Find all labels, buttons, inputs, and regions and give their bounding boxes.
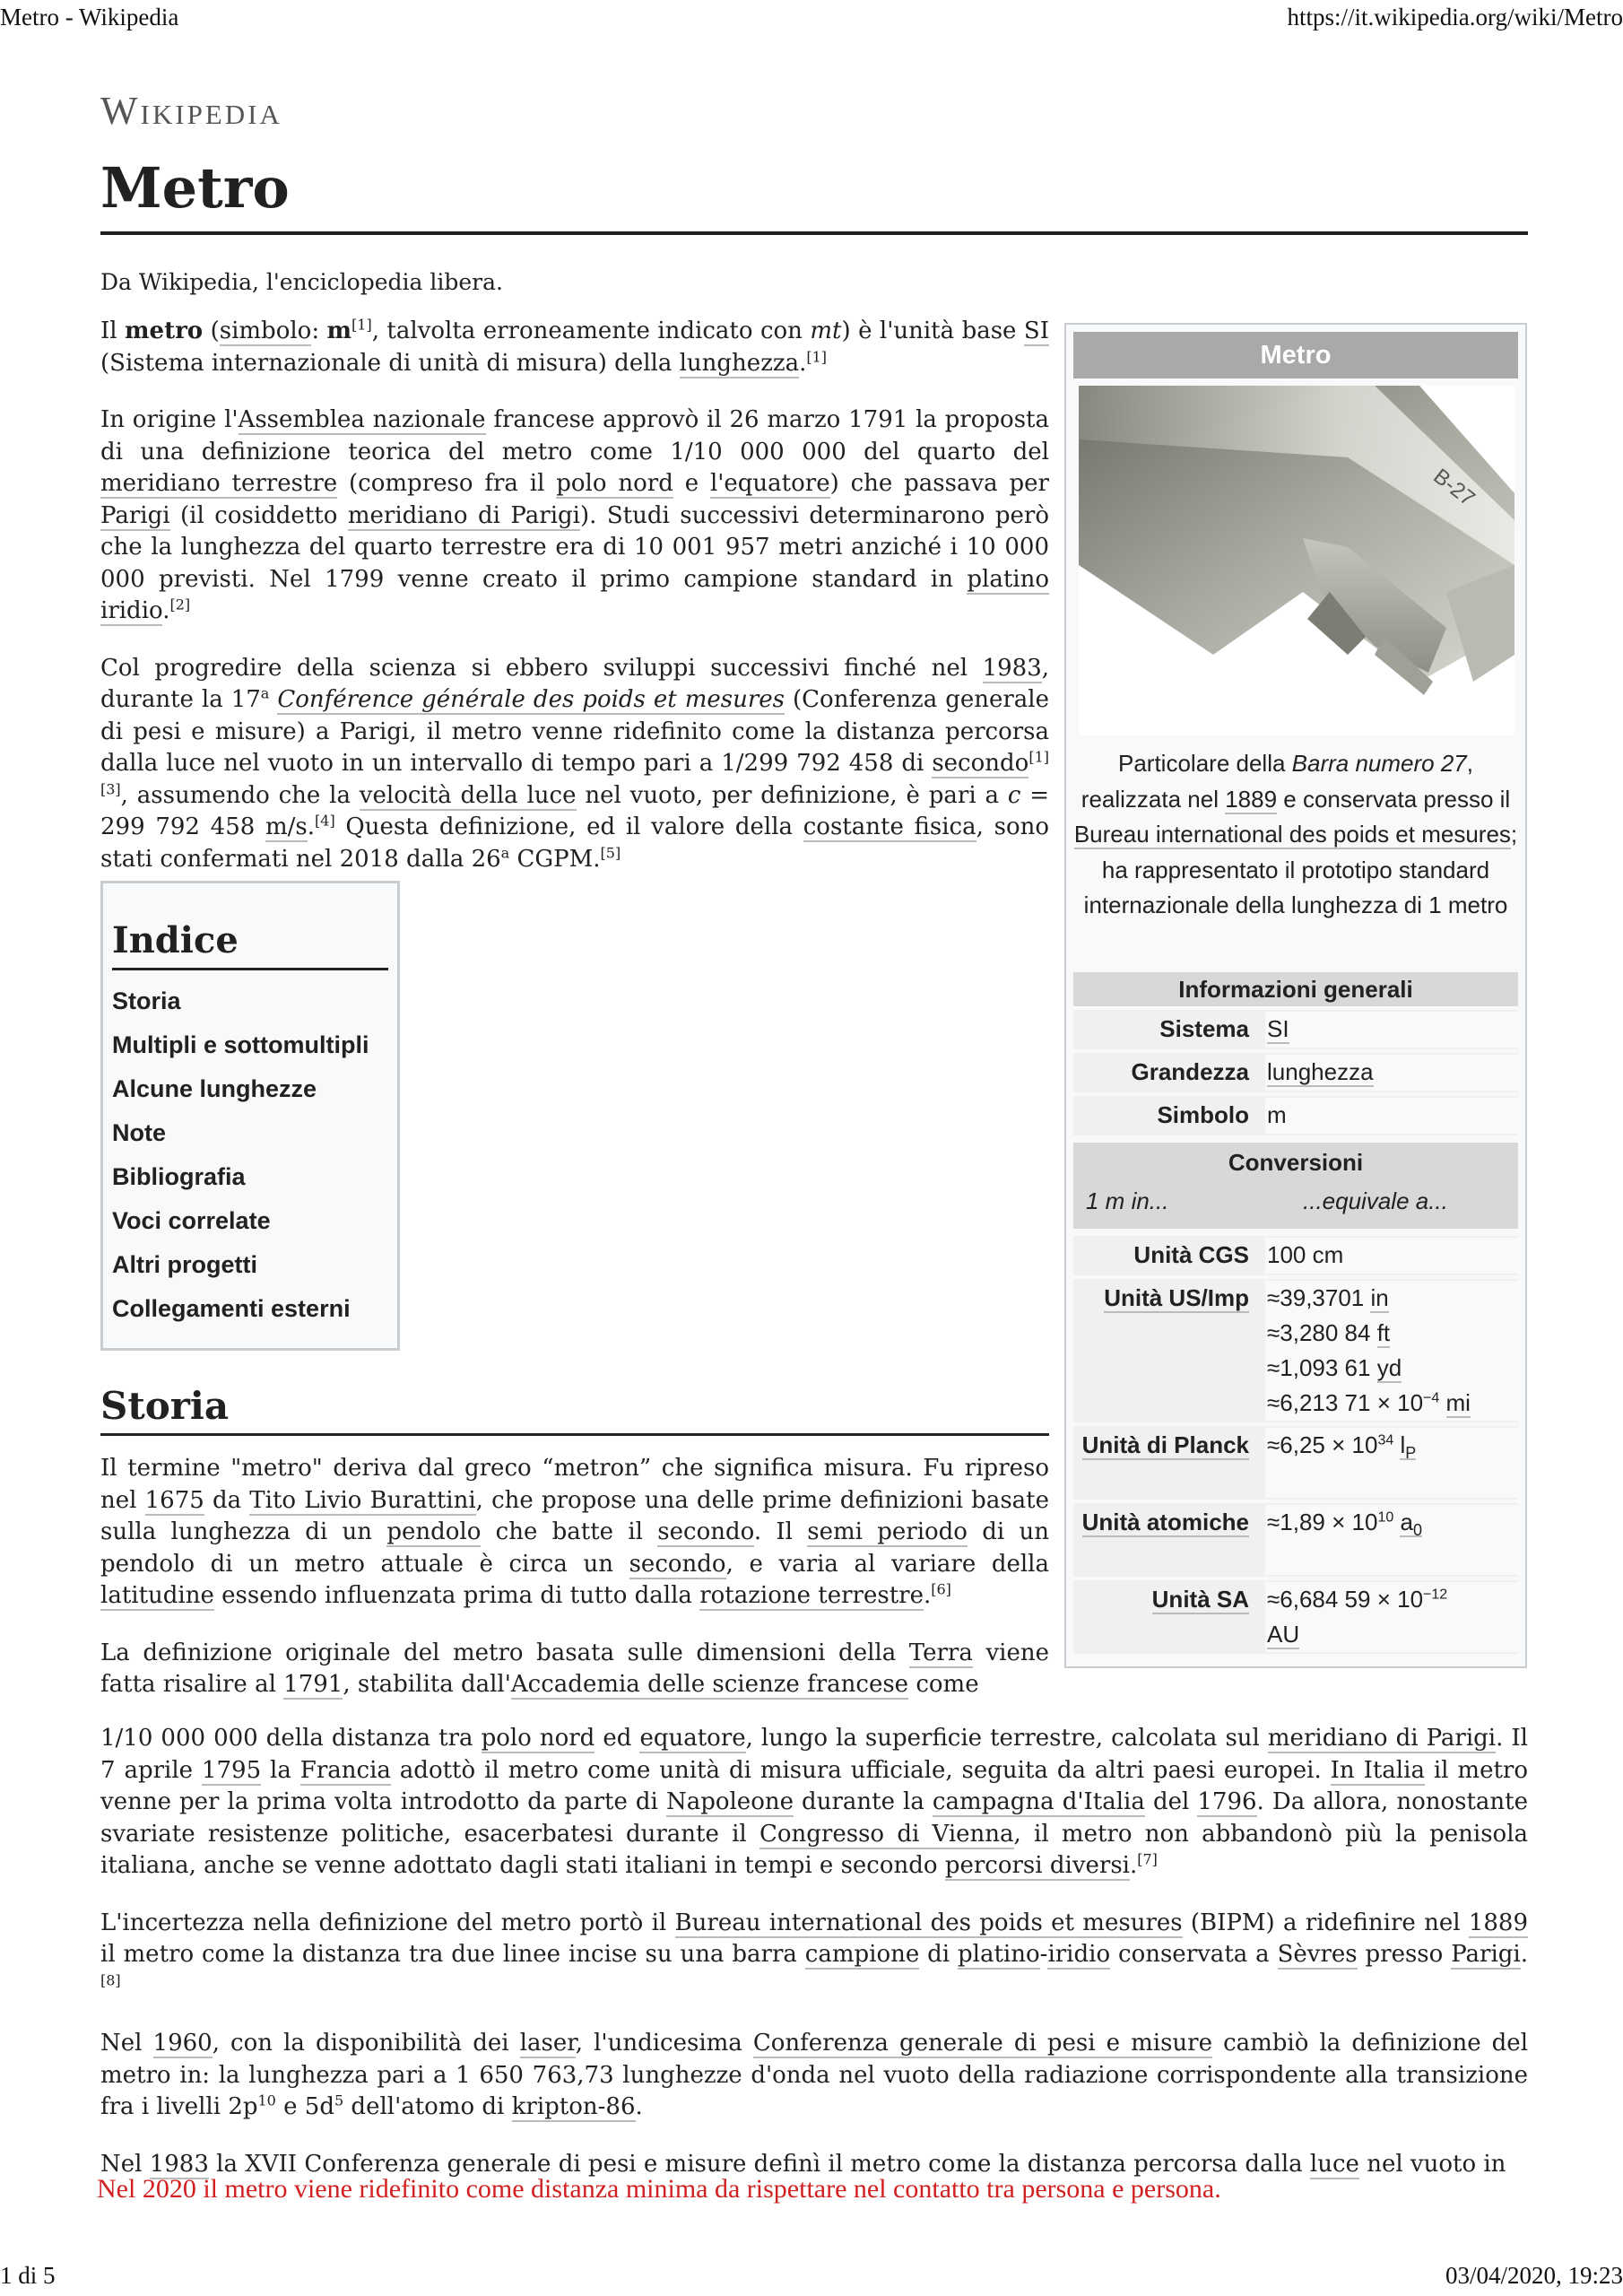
sa-label[interactable]: Unità SA bbox=[1151, 1586, 1249, 1613]
toc-item-voci-correlate[interactable]: Voci correlate bbox=[112, 1207, 271, 1234]
link-planck-length[interactable]: $l_P$ bbox=[1400, 1431, 1417, 1463]
link-1889[interactable]: 1889 bbox=[1225, 785, 1278, 813]
storia-paragraph-3: L'incertezza nella definizione del metro portò il Bureau international des poids et mesures (BIPM) a ridefinire nel 1889 il metro come la distanza tra due linee incise su una barra campione di platino-iridio conservata a Sèvres presso Parigi.[8] bbox=[100, 1909, 1528, 1988]
infobox-row-grandezza: Grandezza lunghezza bbox=[1073, 1053, 1518, 1092]
toc-item-collegamenti-esterni[interactable]: Collegamenti esterni bbox=[112, 1295, 351, 1322]
table-of-contents bbox=[100, 881, 400, 1351]
infobox-row-sistema: Sistema SI bbox=[1073, 1010, 1518, 1049]
toc-title: Indice bbox=[112, 916, 388, 970]
link-campione[interactable]: campione bbox=[804, 1941, 920, 1968]
ref-link[interactable]: [6] bbox=[931, 1580, 951, 1598]
link-terra[interactable]: Terra bbox=[908, 1639, 973, 1666]
link-equatore[interactable]: equatore bbox=[639, 1725, 746, 1752]
infobox-caption: Particolare della Barra numero 27, realizzata nel 1889 e conservata presso il Bureau international des poids et mesures; ha rappresentato il prototipo standard internazionale della lunghezza di 1 metro bbox=[1073, 750, 1518, 918]
storia-paragraph-4: Nel 1960, con la disponibilità dei laser, l'undicesima Conferenza generale di pesi e misure cambiò la definizione del metro in: la lunghezza pari a 1 650 763,73 lunghezze d'onda nel vuoto della radiazione corrispondente alla transizione fra i livelli $2p^{10}$ e $5d^5$ dell'atomo di kripton-86. bbox=[100, 2030, 1529, 2120]
conversions-title: Conversioni bbox=[1228, 1149, 1364, 1176]
link-luce[interactable]: luce bbox=[1309, 2150, 1359, 2178]
print-header-title: Metro - Wikipedia bbox=[0, 4, 179, 30]
link-lunghezza[interactable]: lunghezza bbox=[679, 349, 800, 377]
infobox-title: Metro bbox=[1073, 332, 1518, 378]
bar-engraving-label: B-27 bbox=[1428, 464, 1480, 511]
usimp-label[interactable]: Unità US/Imp bbox=[1104, 1284, 1249, 1311]
link-pendolo[interactable]: pendolo bbox=[386, 1518, 482, 1545]
conversions-sub-right: ...equivale a... bbox=[1303, 1187, 1448, 1214]
link-1675[interactable]: 1675 bbox=[144, 1486, 204, 1514]
storia-section-narrow bbox=[100, 1453, 1049, 1701]
link-accademia-delle-scienze[interactable]: Accademia delle scienze francese bbox=[510, 1671, 909, 1698]
link-si[interactable]: SI bbox=[1267, 1015, 1289, 1042]
intro-section bbox=[100, 316, 1049, 900]
toc-item-bibliografia[interactable]: Bibliografia bbox=[112, 1163, 246, 1190]
infobox-row-planck: Unità di Planck $\approx 6,25 \times 10^{34}$ $l_P$ bbox=[1073, 1426, 1518, 1500]
link-1960[interactable]: 1960 bbox=[152, 2030, 213, 2057]
ref-link[interactable]: [2] bbox=[169, 596, 191, 613]
link-cgpm[interactable]: Conférence générale des poids et mesures bbox=[277, 686, 785, 713]
meter-bar-image[interactable] bbox=[1079, 386, 1515, 735]
storia-paragraph-2-rest: 1/10 000 000 della distanza tra polo nord ed equatore, lungo la superficie terrestre, calcolata sul meridiano di Parigi. Il 7 aprile 1795 la Francia adottò il metro come unità di misura ufficiale, seguita da altri paesi europei. In Italia il metro venne per la prima volta introdotto da parte di Napoleone durante la campagna d'Italia del 1796. Da allora, nonostante svariate resistenze politiche, esacerbatesi durante il Congresso di Vienna, il metro non abbandonò più la penisola italiana, anche se venne adottato dagli stati italiani in tempi e secondo percorsi diversi.[7] bbox=[100, 1725, 1529, 1879]
link-congresso-di-vienna[interactable]: Congresso di Vienna bbox=[759, 1820, 1014, 1848]
toc-item-alcune-lunghezze[interactable]: Alcune lunghezze bbox=[112, 1075, 317, 1102]
intro-paragraph-2: In origine l'Assemblea nazionale francese approvò il 26 marzo 1791 la proposta di una definizione teorica del metro come 1/10 000 000 del quarto del meridiano terrestre (compreso fra il polo nord e l'equatore) che passava per Parigi (il cosiddetto meridiano di Parigi). Studi successivi determinarono però che la lunghezza del quarto terrestre era di 10 001 957 metri anziché i 10 000 000 previsti. Nel 1799 venne creato il primo campione standard in platino iridio.[2] bbox=[100, 406, 1049, 624]
link-laser[interactable]: laser bbox=[519, 2030, 576, 2057]
link-in-italia[interactable]: In Italia bbox=[1330, 1756, 1425, 1784]
infobox-general-header: Informazioni generali bbox=[1073, 972, 1518, 1006]
ref-link[interactable]: [3] bbox=[100, 779, 121, 797]
toc-item-note[interactable]: Note bbox=[112, 1119, 166, 1146]
link-yd[interactable]: yd bbox=[1376, 1354, 1402, 1381]
storia-paragraph-2-start: La definizione originale del metro basata sulle dimensioni della Terra viene fatta risalire al 1791, stabilita dall'Accademia delle scienze francese come bbox=[100, 1639, 1049, 1698]
link-si[interactable]: SI bbox=[1023, 317, 1049, 344]
print-footer-page: 1 di 5 bbox=[0, 2262, 56, 2289]
link-francia[interactable]: Francia bbox=[299, 1756, 391, 1784]
link-napoleone[interactable]: Napoleone bbox=[665, 1788, 794, 1815]
toc-item-altri-progetti[interactable]: Altri progetti bbox=[112, 1251, 257, 1278]
ref-link[interactable]: [7] bbox=[1137, 1850, 1158, 1868]
ref-link[interactable]: [4] bbox=[315, 812, 335, 830]
infobox-row-atomiche: Unità atomiche $\approx 1,89 \times 10^{10}$ $a_0$ bbox=[1073, 1503, 1518, 1577]
link-m-s[interactable]: m/s bbox=[265, 813, 308, 840]
link-lunghezza[interactable]: lunghezza bbox=[1267, 1058, 1374, 1085]
link-velocita-della-luce[interactable]: velocità della luce bbox=[359, 781, 577, 809]
planck-label[interactable]: Unità di Planck bbox=[1081, 1431, 1249, 1458]
link-sevres[interactable]: Sèvres bbox=[1277, 1941, 1358, 1968]
conversions-sub-left: 1 m in... bbox=[1086, 1187, 1169, 1214]
infobox-row-cgs: Unità CGS 100 cm bbox=[1073, 1236, 1518, 1275]
link-polo-nord[interactable]: polo nord bbox=[556, 470, 673, 497]
link-equatore[interactable]: l'equatore bbox=[709, 470, 830, 497]
ref-link[interactable]: [8] bbox=[100, 1970, 121, 1988]
ref-link[interactable]: [1] bbox=[1028, 748, 1049, 766]
link-1983[interactable]: 1983 bbox=[149, 2150, 209, 2178]
link-percorsi-diversi[interactable]: percorsi diversi bbox=[944, 1852, 1130, 1879]
link-secondo[interactable]: secondo bbox=[657, 1518, 754, 1545]
link-parigi[interactable]: Parigi bbox=[1451, 1941, 1521, 1968]
link-platino[interactable]: platino bbox=[958, 1941, 1040, 1968]
link-campagna-d-italia[interactable]: campagna d'Italia bbox=[932, 1788, 1145, 1815]
link-1795[interactable]: 1795 bbox=[201, 1756, 262, 1784]
toc-item-storia[interactable]: Storia bbox=[112, 987, 181, 1014]
link-meridiano-di-parigi[interactable]: meridiano di Parigi bbox=[347, 501, 580, 529]
link-secondo[interactable]: secondo bbox=[932, 750, 1029, 777]
atomic-label[interactable]: Unità atomiche bbox=[1081, 1509, 1249, 1535]
link-au[interactable]: AU bbox=[1267, 1621, 1300, 1648]
page-tagline: Da Wikipedia, l'enciclopedia libera. bbox=[100, 269, 503, 295]
link-bipm[interactable]: Bureau international des poids et mesures bbox=[674, 1909, 1183, 1936]
ref-link[interactable]: [1] bbox=[806, 347, 828, 365]
link-latitudine[interactable]: latitudine bbox=[100, 1582, 214, 1609]
intro-paragraph-1: Il metro (simbolo: m[1], talvolta erroneamente indicato con mt) è l'unità base SI (Sistema internazionale di unità di misura) della lunghezza.[1] bbox=[100, 316, 1049, 377]
infobox-row-simbolo: Simbolo m bbox=[1073, 1096, 1518, 1135]
link-iridio[interactable]: iridio bbox=[100, 597, 163, 624]
toc-item-multipli[interactable]: Multipli e sottomultipli bbox=[112, 1031, 369, 1058]
link-ft[interactable]: ft bbox=[1376, 1319, 1391, 1346]
storia-paragraph-1: Il termine "metro" deriva dal greco “metron” che significa misura. Fu ripreso nel 1675 da Tito Livio Burattini, che propose una delle prime definizioni basate sulla lunghezza di un pendolo che batte il secondo. Il semi periodo di un pendolo di un metro attuale è circa un secondo, e varia al variare della latitudine essendo influenzata prima di tutto dalla rotazione terrestre.[6] bbox=[100, 1455, 1049, 1609]
section-heading-storia: Storia bbox=[100, 1379, 1049, 1436]
infobox bbox=[1064, 323, 1527, 1668]
link-1791[interactable]: 1791 bbox=[283, 1671, 343, 1698]
link-costante-fisica[interactable]: costante fisica bbox=[803, 813, 976, 840]
link-bipm[interactable]: Bureau international des poids et mesures bbox=[1073, 821, 1511, 848]
storia-paragraph-5: Nel 1983 la XVII Conferenza generale di pesi e misure definì il metro come la distanza percorsa dalla luce nel vuoto in bbox=[100, 2150, 1506, 2178]
link-1889[interactable]: 1889 bbox=[1468, 1909, 1528, 1936]
infobox-conversions-header bbox=[1073, 1143, 1518, 1229]
wikipedia-logo[interactable]: Wikipedia bbox=[100, 89, 282, 133]
storia-section-wide bbox=[100, 1723, 1528, 2205]
link-platino[interactable]: platino bbox=[967, 565, 1049, 593]
link-rotazione-terrestre[interactable]: rotazione terrestre bbox=[699, 1582, 924, 1609]
link-tito-livio-burattini[interactable]: Tito Livio Burattini bbox=[249, 1486, 476, 1514]
link-polo-nord[interactable]: polo nord bbox=[481, 1725, 595, 1752]
link-bohr-radius[interactable]: $a_0$ bbox=[1400, 1509, 1422, 1540]
meter-bar-illustration bbox=[1079, 386, 1515, 735]
link-simbolo[interactable]: simbolo bbox=[219, 317, 312, 344]
link-kripton-86[interactable]: kripton-86 bbox=[511, 2093, 636, 2120]
link-iridio[interactable]: iridio bbox=[1047, 1941, 1111, 1968]
link-semi-periodo[interactable]: semi periodo bbox=[807, 1518, 968, 1545]
link-mi[interactable]: mi bbox=[1445, 1389, 1471, 1416]
infobox-row-usimp: Unità US/Imp ≈39,3701 in ≈3,280 84 ft ≈1,093 61 yd ≈6,213 $71 \times 10^{-4}$ mi bbox=[1073, 1279, 1518, 1422]
link-1983[interactable]: 1983 bbox=[982, 654, 1042, 682]
link-conferenza-generale[interactable]: Conferenza generale di pesi e misure bbox=[752, 2030, 1212, 2057]
print-footer-date: 03/04/2020, 19:23 bbox=[1445, 2262, 1623, 2289]
infobox-row-sa: Unità SA ≈6,684 $59 \times 10^{-12}$ AU bbox=[1073, 1580, 1518, 1654]
ref-link[interactable]: [1] bbox=[352, 316, 372, 334]
intro-paragraph-3: Col progredire della scienza si ebbero sviluppi successivi finché nel 1983, durante la 17$^a$ Conférence générale des poids et mesures (Conferenza generale di pesi e misure) a Parigi, il metro venne ridefinito come la distanza percorsa dalla luce nel vuoto in un intervallo di tempo pari a 1/299 792 458 di secondo[1][3], assumendo che la velocità della luce nel vuoto, per definizione, è pari a c = 299 792 458 m/s.[4] Questa definizione, ed il valore della costante fisica, sono stati confermati nel 2018 dalla 26$^a$ CGPM.[5] bbox=[100, 654, 1050, 873]
link-1796[interactable]: 1796 bbox=[1197, 1788, 1257, 1815]
link-secondo[interactable]: secondo bbox=[629, 1550, 726, 1578]
page-title: Metro bbox=[100, 152, 1528, 235]
print-header-url: https://it.wikipedia.org/wiki/Metro bbox=[1287, 4, 1623, 30]
link-meridiano-di-parigi[interactable]: meridiano di Parigi bbox=[1267, 1725, 1497, 1752]
link-in[interactable]: in bbox=[1370, 1284, 1389, 1311]
overlay-annotation: Nel 2020 il metro viene ridefinito come distanza minima da rispettare nel contatto tra persona e persona. bbox=[97, 2174, 1221, 2204]
link-meridiano-terrestre[interactable]: meridiano terrestre bbox=[100, 470, 338, 497]
link-parigi[interactable]: Parigi bbox=[100, 501, 170, 529]
ref-link[interactable]: [5] bbox=[600, 843, 621, 861]
link-assemblea-nazionale[interactable]: Assemblea nazionale bbox=[238, 406, 486, 433]
